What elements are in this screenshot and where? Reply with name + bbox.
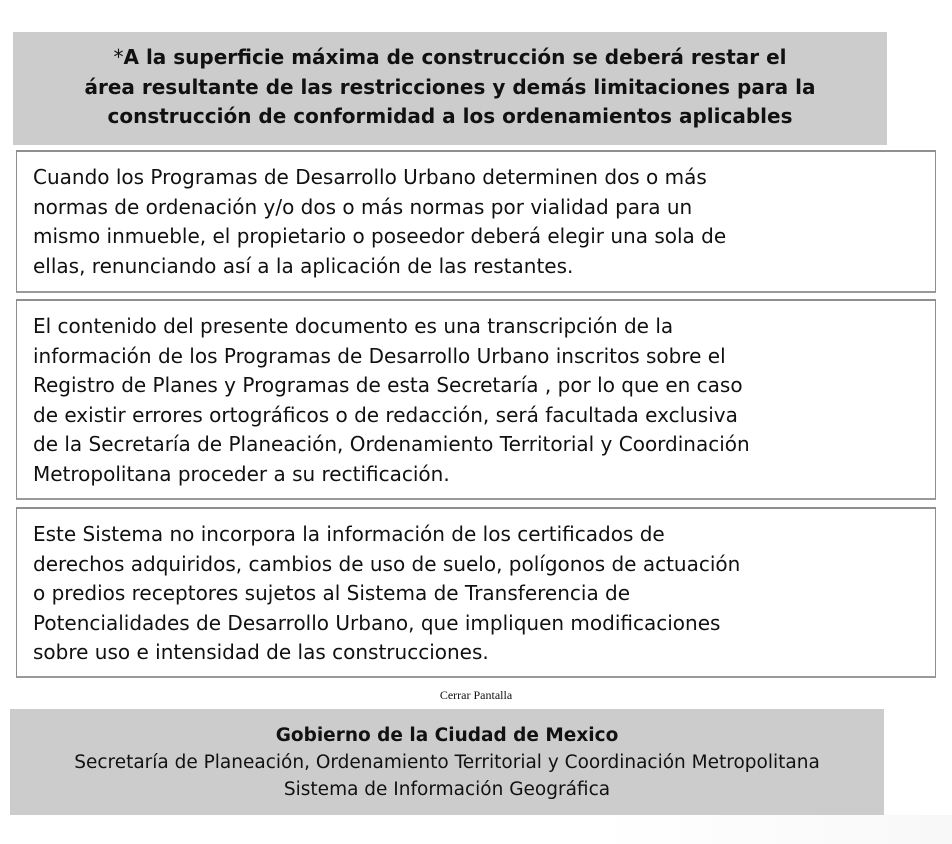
paragraph-line: derechos adquiridos, cambios de uso de suelo, polígonos de actuación: [33, 551, 741, 576]
decorative-shade: [600, 815, 952, 844]
paragraph-line: Metropolitana proceder a su rectificación.: [33, 461, 450, 486]
notice-header: [13, 32, 887, 145]
paragraph-line: o predios receptores sujetos al Sistema de Transferencia de: [33, 581, 631, 606]
paragraph-line: información de los Programas de Desarrollo Urbano inscritos sobre el: [33, 343, 726, 368]
notice-header-line-1: [13, 43, 887, 73]
paragraph-line: sobre uso e intensidad de las construcciones.: [33, 640, 489, 665]
close-screen-link[interactable]: Cerrar Pantalla: [439, 688, 513, 702]
footer-department: Secretaría de Planeación, Ordenamiento Territorial y Coordinación Metropolitana: [74, 752, 820, 773]
paragraph-line: Este Sistema no incorpora la información de los certificados de: [33, 522, 665, 546]
footer-title: Gobierno de la Ciudad de Mexico: [275, 725, 619, 746]
notice-box-transcription: [16, 299, 936, 500]
paragraph-line: mismo inmueble, el propietario o poseedor deberá elegir una sola de: [33, 224, 727, 249]
paragraph-line: El contenido del presente documento es una transcripción de la: [33, 314, 674, 338]
notice-header-text-1: A la superficie máxima de construcción se deberá restar el: [123, 45, 787, 69]
paragraph-line: Registro de Planes y Programas de esta Secretaría , por lo que en caso: [33, 373, 743, 398]
paragraph-line: normas de ordenación y/o dos o más normas por vialidad para un: [33, 194, 693, 219]
paragraph-line: ellas, renunciando así a la aplicación de las restantes.: [33, 253, 574, 278]
notice-header-line-2: área resultante de las restricciones y demás limitaciones para la: [84, 74, 816, 99]
notice-header-line-3: construcción de conformidad a los ordenamientos aplicables: [107, 104, 793, 128]
footer-system-name: Sistema de Información Geográfica: [283, 779, 611, 800]
paragraph-line: Cuando los Programas de Desarrollo Urbano determinen dos o más: [33, 165, 707, 189]
paragraph-line: de existir errores ortográficos o de redacción, será facultada exclusiva: [33, 402, 738, 427]
paragraph-line: de la Secretaría de Planeación, Ordenamiento Territorial y Coordinación: [33, 432, 750, 457]
asterisk-mark: *: [113, 45, 124, 69]
notice-box-system-scope: [16, 507, 936, 678]
notice-box-multiple-norms: [16, 150, 936, 293]
paragraph-line: Potencialidades de Desarrollo Urbano, que impliquen modificaciones: [33, 610, 721, 635]
footer: [10, 709, 884, 815]
